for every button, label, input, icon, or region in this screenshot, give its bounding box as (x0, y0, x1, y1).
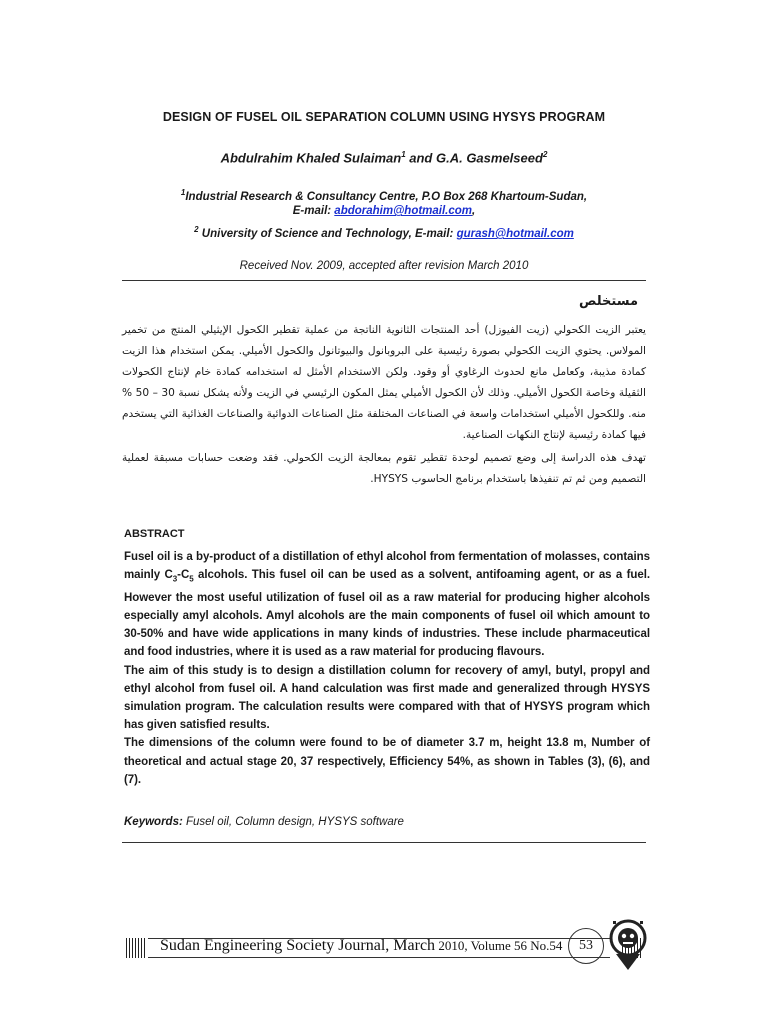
footer-hatch-left (126, 938, 146, 958)
divider-top (122, 280, 646, 281)
keywords-text: Fusel oil, Column design, HYSYS software (182, 816, 404, 828)
journal-name: Sudan Engineering Society Journal (160, 937, 386, 954)
society-logo-icon (608, 918, 648, 972)
arabic-abstract-paragraph-2: تهدف هذه الدراسة إلى وضع تصميم لوحدة تقطير تقوم بمعالجة الزيت الكحولي. فقد وضعت حسابات مسبقة لعملية التصميم ومن ثم تم تنفيذها باستخدام برنامج الحاسوب HYSYS. (122, 452, 646, 485)
arabic-abstract-paragraph-1: يعتبر الزيت الكحولي (زيت الفيوزل) أحد المنتجات الثانوية الناتجة من عملية تقطير الكحول الإيثيلي المنتج من تخمير المولاس. يحتوي الزيت الكحولي بصورة رئيسية على البروبانول والبيوتانول والكحول الأميلي. يمكن استخدام هذا الزيت كمادة مذيبة، وكعامل مانع لحدوث الرغاوي أو وقود. ولكن الاستخدام الأمثل له استخدامه كمادة خام لإنتاج الكحولات الثقيلة وخاصة الكحول الأميلي. وذلك لأن الكحول الأميلي يمثل المكون الرئيسي في الزيت ولأنه يشكل نسبة 30 – 50 % منه. وللكحول الأميلي استخدامات واسعة في الصناعات المختلفة مثل الصناعات الدوائية والصناعات الغذائية التي يستخدم فيها كمادة رئيسية لإنتاج النكهات الصناعية. (122, 324, 646, 441)
abstract-body (124, 548, 650, 789)
received-date: Received Nov. 2009, accepted after revision March 2010 (239, 260, 529, 272)
paper-title: DESIGN OF FUSEL OIL SEPARATION COLUMN USING HYSYS PROGRAM (162, 110, 606, 124)
email-label: E-mail: (292, 205, 335, 217)
abstract-heading: ABSTRACT (124, 528, 185, 540)
page-number: 53 (568, 928, 604, 964)
keywords-line (124, 816, 404, 828)
affiliation-2-text: University of Science and Technology, E-mail: (198, 227, 457, 240)
journal-footer: Sudan Engineering Society Journal, March 2010, Volume 56 No.54 (160, 937, 563, 954)
affiliation-2-superscript: 2 (194, 225, 199, 234)
author-2-superscript: 2 (542, 150, 548, 159)
abstract-paragraph-2: The aim of this study is to design a distillation column for recovery of amyl, butyl, propyl and ethyl alcohol from fusel oil. A hand calculation was first made and generalized through HYSYS simulation program. The calculation results were compared with that of HYSYS program which has given satisfied results. (124, 664, 650, 732)
journal-month: March (393, 937, 436, 954)
author-1-superscript: 1 (401, 150, 406, 159)
email-link-2[interactable]: gurash@hotmail.com (456, 227, 574, 240)
journal-volume: 2010, Volume 56 No.54 (435, 938, 563, 953)
author-line (0, 150, 768, 165)
affiliation-1-email-line: E-mail: abdorahim@hotmail.com, (292, 205, 476, 217)
author-and: and (405, 150, 436, 166)
affiliation-1-text: Industrial Research & Consultancy Centre, P.O Box 268 Khartoum-Sudan, (185, 190, 588, 203)
author-2: G.A. Gasmelseed (435, 150, 543, 166)
abstract-paragraph-3: The dimensions of the column were found to be of diameter 3.7 m, height 13.8 m, Number of theoretical and actual stage 20, 37 respectively, Efficiency 54%, as shown in Tables (3), (6), and (7). (124, 737, 650, 786)
author-1: Abdulrahim Khaled Sulaiman (220, 150, 402, 166)
affiliation-2 (0, 221, 768, 243)
keywords-label: Keywords: (124, 816, 183, 828)
abstract-paragraph-1: Fusel oil is a by-product of a distillation of ethyl alcohol from fermentation of molasses, contains mainly $C_3-C_5$ alcohols. This fusel oil can be used as a solvent, antifoaming agent, or as a fuel. However the most useful utilization of fusel oil as a raw material for producing higher alcohols especially amyl alcohols. Amyl alcohols are the main components of fusel oil which amount to 30-50% and have wide applications in many kinds of industries. These include pharmaceutical and food industries, where it is used as a raw material for producing flavours. (124, 551, 650, 659)
email-link-1[interactable]: abdorahim@hotmail.com (334, 205, 473, 217)
divider-bottom (122, 842, 646, 843)
affiliation-1-superscript: 1 (180, 188, 186, 197)
arabic-abstract-heading: مستخلص (579, 294, 638, 309)
